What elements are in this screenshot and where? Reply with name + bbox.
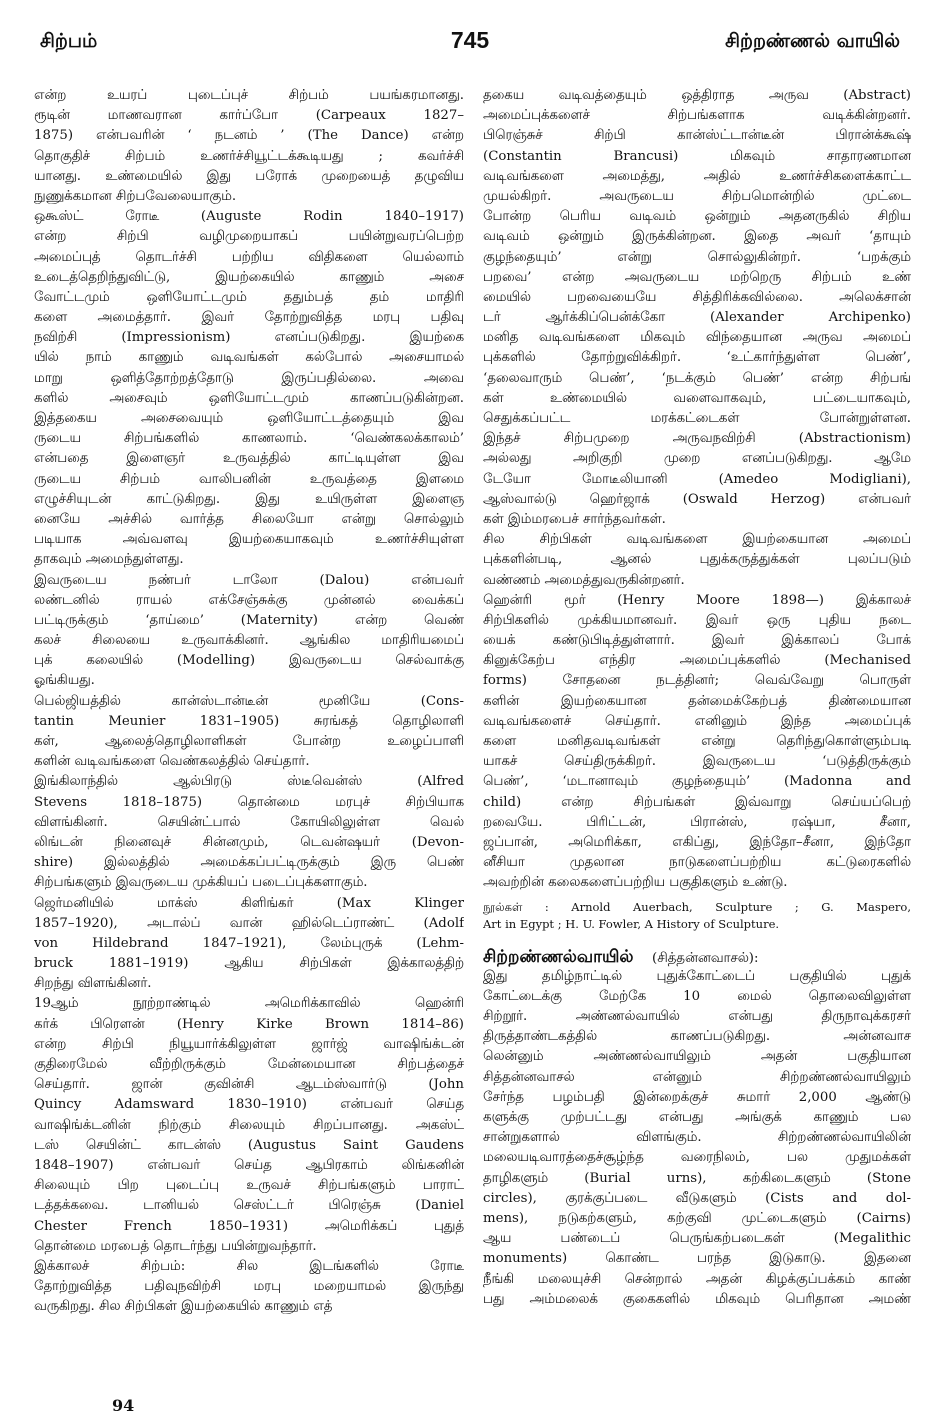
text-line: மலையடிவாரத்தைச்சூழ்ந்த வரைநிலம், பல முதுமக்கள் (483, 1150, 911, 1166)
running-head-left: சிற்பம் (40, 30, 98, 52)
text-line: லிங்டன் நினைவுச் சின்னமும், டெவன்ஷயர் (Devon- (34, 834, 464, 850)
text-line: டேயோ மோடீலியானி (Amedeo Modigliani), (483, 471, 911, 487)
text-line: ஜப்பான், அமெரிக்கா, எகிப்து, இந்தோ–சீனா, இந்தோ (483, 834, 911, 850)
text-line: திருத்தாண்டகத்தில் காணப்படுகிறது. அன்னவாச (483, 1029, 911, 1045)
text-line: அல்லது அறிகுறி முறை எனப்படுகிறது. ஆமே (483, 451, 911, 467)
text-line: களின் வடிவங்களை வெண்கலத்தில் செய்தார். (34, 754, 310, 770)
running-head-right: சிற்றண்ணல் வாயில் (725, 30, 900, 52)
text-line: ஆய பண்டைப் பெருங்கற்படைகள் (Megalithic (483, 1231, 911, 1247)
text-line: கள், ஆலைத்தொழிலாளிகள் போன்ற உழைப்பாளி (34, 734, 464, 749)
text-line: களின் இயற்கையான தன்மைக்கேற்பத் திண்மையான (483, 693, 911, 709)
text-line: நூல்கள் : Arnold Auerbach, Sculpture ; G. Maspero, (483, 899, 911, 914)
text-line: சித்தன்னவாசல் என்னும் சிற்றண்ணல்வாயிலும் (483, 1069, 911, 1085)
text-line: குழந்தையும்’ என்று சொல்லுகின்றர். ‘பறக்கும் (483, 249, 911, 265)
references-block (483, 899, 911, 933)
text-line: களை மனிதவடிவங்கள் என்று தெரிந்துகொள்ளும்படி (483, 734, 911, 749)
text-line: விளங்கினர். செயின்ட்பால் கோயிலிலுள்ள வெல் (34, 814, 464, 830)
text-line: forms) சோதனை நடத்தினர்; வெவ்வேறு பொருள் (483, 673, 911, 689)
text-line: அமைப்புக்களைச் சிற்பங்களாக வடிக்கின்றனர். (483, 108, 911, 124)
text-line: என்ற சிற்பி வழிமுறையாகப் பயின்றுவரப்பெற்ற (34, 229, 464, 245)
text-line: ஜெர்மனியில் மாக்ஸ் கிளிங்கர் (Max Klinger (34, 895, 464, 911)
text-line: டர் ஆர்க்கிப்பென்க்கோ (Alexander Archipenko) (483, 310, 911, 326)
text-line: றவையே. பிரிட்டன், பிரான்ஸ், ரஷ்யா, சீனா, (483, 814, 911, 830)
text-line: மனித வடிவங்களை மிகவும் விந்தையான அருவ அமைப் (483, 330, 911, 346)
text-line: சிற்றூர். அண்ணல்வாயில் என்பது திருநாவுக்கரசர் (483, 1009, 911, 1025)
text-line: டஸ் செயின்ட் காடன்ஸ் (Augustus Saint Gaudens (34, 1137, 464, 1153)
text-line: யைக் கண்டுபிடித்துள்ளார். இவர் இக்காலப் போக் (483, 633, 911, 649)
text-line: இது தமிழ்நாட்டில் புதுக்கோட்டைப் பகுதியில் புதுக் (483, 968, 911, 984)
text-line: சிற்பிகளில் முக்கியமானவர். இவர் ஒரு புதிய நடை (483, 612, 911, 628)
text-line: இவருடைய நண்பர் டாலோ (Dalou) என்பவர் (34, 572, 464, 588)
text-line: ருடைய சிற்பங்களில் காணலாம். ‘வெண்கலக்காலம்’ (34, 431, 464, 447)
entry-body (483, 967, 911, 1310)
text-line: செதுக்கப்பட்ட மரக்கட்டைகள் போன்றுள்ளன. (483, 411, 911, 426)
text-line: பெல்ஜியத்தில் கான்ஸ்டான்டீன் மூனியே (Cons- (34, 693, 464, 709)
text-line: சிற்பங்களும் இவருடைய முக்கியப் படைப்புக்களாகும். (34, 875, 368, 891)
text-line: படியாக அவ்வளவு இயற்கையாகவும் உணர்ச்சியுள்ள (34, 532, 464, 548)
text-line: னையே அச்சில் வார்த்த சிலையோ என்று சொல்லும் (34, 511, 464, 527)
text-line: ஹென்ரி மூர் (Henry Moore 1898—) இக்காலச் (483, 592, 911, 608)
text-line: ரூடின் மாணவரான கார்ப்போ (Carpeaux 1827– (34, 108, 464, 124)
text-line: 19ஆம் நூற்றாண்டில் அமெரிக்காவில் ஹென்ரி (34, 996, 464, 1012)
text-line: கர்க் பிரௌன் (Henry Kirke Brown 1814–86) (34, 1016, 464, 1032)
text-line: பட்டிருக்கும் ‘தாய்மை’ (Maternity) என்ற வெண் (34, 612, 464, 628)
text-line: களுக்கு முற்பட்டது என்பது அங்குக் காணும் பல (483, 1110, 911, 1125)
text-line: என்ற உயரப் புடைப்புச் சிற்பம் பயங்கரமானது. (34, 88, 464, 103)
text-line: Stevens 1818–1875) தொன்மை மரபுச் சிற்பியாக (34, 794, 464, 810)
text-line: கினுக்கேற்ப எந்திர அமைப்புக்களில் (Mechanised (483, 653, 911, 669)
text-line: புக் கலையில் (Modelling) இவருடைய செல்வாக்கு (34, 653, 464, 669)
text-line: Chester French 1850–1931) அமெரிக்கப் புதுத் (34, 1218, 464, 1234)
text-line: யாகச் செய்திருக்கிறர். இவருடைய ‘படுத்திருக்கும் (483, 754, 911, 770)
text-line: 1875) என்பவரின் ‘ நடனம் ’ (The Dance) என்ற (34, 128, 464, 144)
text-line: பது அம்மலைக் குகைகளில் மிகவும் பெரிதான அமண் (483, 1291, 911, 1307)
text-line: இங்கிலாந்தில் ஆல்பிரடு ஸ்டீவென்ஸ் (Alfred (34, 774, 464, 790)
text-line: நுணுக்கமான சிற்பவேலையாகும். (34, 188, 237, 204)
text-line: லென்னும் அண்ணல்வாயிலும் அதன் பகுதியான (483, 1049, 911, 1065)
entry-alias: (சித்தன்னவாசல்): (652, 950, 759, 966)
text-line: shire) இல்லத்தில் அமைக்கப்பட்டிருக்கும் இரு பெண் (34, 855, 464, 871)
text-line: கோட்டைக்கு மேற்கே 10 மைல் தொலைவிலுள்ள (483, 988, 911, 1004)
right-column-body (483, 86, 911, 894)
text-line: ஒகூஸ்ட் ரோடீ (Auguste Rodin 1840–1917) (34, 209, 464, 225)
text-line: நவிற்சி (Impressionism) எனப்படுகிறது. இயற்கை (34, 330, 464, 346)
text-line: circles), குரக்குப்படை வீடுகளும் (Cists and dol- (483, 1190, 911, 1206)
entry-title: சிற்றண்ணல்வாயில் (483, 946, 634, 967)
text-line: உடைத்தெறிந்துவிட்டு, இயற்கையில் காணும் அசை (34, 269, 464, 285)
text-line: தொன்மை மரபைத் தொடர்ந்து பயின்றுவந்தார். (34, 1238, 317, 1254)
text-line: களை அமைத்தார். இவர் தோற்றுவித்த மரபு பதிவு (34, 310, 464, 326)
text-line: tantin Meunier 1831–1905) சுரங்கத் தொழிலாளி (34, 713, 464, 729)
text-line: தகைய வடிவத்தையும் ஒத்திராத அருவ (Abstract) (483, 88, 911, 103)
text-line: mens), நடுகற்களும், கற்குவி முட்டைகளும் (Cairns) (483, 1210, 911, 1226)
text-line: சில சிற்பிகள் வடிவங்களை இயற்கையான அமைப் (483, 532, 911, 548)
text-line: பறவை’ என்ற அவருடைய மற்றெரு சிற்பம் உண் (483, 269, 911, 285)
text-line: வடிவங்களைச் செய்தார். எனினும் இந்த அமைப்புக் (483, 713, 911, 729)
text-line: கள் இம்மரபைச் சார்ந்தவர்கள். (483, 511, 666, 527)
text-line: புக்களின்படி, ஆனல் புதுக்கருத்துக்கள் புலப்படும் (483, 552, 911, 568)
text-line: களில் அசைவும் ஒளியோட்டமும் காணப்படுகின்றன. (34, 390, 464, 406)
text-line: சிலையும் பிற புடைப்பு உருவச் சிற்பங்களும் பாராட் (34, 1178, 464, 1194)
text-line: இத்தகைய அசைவையும் ஒளியோட்டத்தையும் இவ (34, 411, 464, 426)
text-line: மையில் பறவையையே சித்திரிக்கவில்லை. அலெக்சான் (483, 289, 911, 305)
text-line: மாறு ஒளித்தோற்றத்தோடு இருப்பதில்லை. அவை (34, 370, 464, 386)
text-line: monuments) கொண்ட பரந்த இடுகாடு. இதனை (483, 1251, 911, 1267)
text-line: ஆஸ்வால்டு ஹெர்ஜாக் (Oswald Herzog) என்பவர் (483, 491, 911, 507)
text-line: சிறந்து விளங்கினர். (34, 976, 152, 992)
text-line: போன்ற பெரிய வடிவம் ஒன்றும் அதனருகில் சிறிய (483, 209, 911, 225)
text-line: bruck 1881–1919) ஆகிய சிற்பிகள் இக்காலத்திற் (34, 956, 464, 972)
text-line: தோற்றுவித்த பதிவுநவிற்சி மரபு மறையாமல் இருந்து (34, 1279, 464, 1295)
footer-page-marker: 94 (112, 1396, 135, 1415)
text-line: child) என்ற சிற்பங்கள் இவ்வாறு செய்யப்பெற் (483, 794, 911, 810)
text-line: ஓங்கியது. (34, 673, 95, 689)
left-column (34, 86, 464, 1317)
text-line: செய்தார். ஜான் குவின்சி ஆடம்ஸ்வார்டு (John (34, 1077, 464, 1093)
text-line: வடிவங்களை அமைத்து, அதில் உணர்ச்சிகளைக்காட்ட (483, 168, 911, 184)
text-line: நீங்கி மலையுச்சி சென்றால் அதன் கிழக்குப்பக்கம் காண் (483, 1271, 911, 1287)
text-line: டத்தக்கவை. டானியல் செஸ்ட்டர் பிரெஞ்சு (Daniel (34, 1198, 464, 1214)
text-line: முயல்கிறர். அவருடைய சிற்பமொன்றில் முட்டை (483, 188, 911, 204)
text-line: வடிவம் ஒன்றும் இருக்கின்றன. இதை அவர் ‘தாயும் (483, 229, 911, 245)
text-line: இந்தச் சிற்பமுறை அருவநவிற்சி (Abstractionism) (483, 431, 911, 447)
text-line: வாஷிங்க்டனின் நிற்கும் சிலையும் சிறப்பானது. அகஸ்ட் (34, 1117, 464, 1133)
text-line: கலச் சிலையை உருவாக்கினர். ஆங்கில மாதிரியமைப் (34, 633, 464, 649)
page-number: 745 (450, 27, 490, 53)
text-line: Art in Egypt ; H. U. Fowler, A History of Sculpture. (483, 916, 780, 931)
text-line: (Constantin Brancusi) மிகவும் சாதாரணமான (483, 148, 911, 164)
text-line: லண்டனில் ராயல் எக்சேஞ்சுக்கு முன்னல் வைக்கப் (34, 592, 464, 608)
text-line: வருகிறது. சில சிற்பிகள் இயற்கையில் காணும் எத் (34, 1299, 333, 1315)
text-line: தொகுதிச் சிற்பம் உணர்ச்சியூட்டக்கூடியது ; கவர்ச்சி (34, 148, 464, 164)
text-line: தாழிகளும் (Burial urns), கற்கிடைகளும் (Stone (483, 1170, 911, 1186)
text-line: குதிரைமேல் வீற்றிருக்கும் மேன்மையான சிற்பத்தைச் (34, 1057, 464, 1072)
text-line: புக்களில் தோற்றுவிக்கிறர். ‘உட்கார்ந்துள்ள பெண்’, (483, 350, 911, 366)
text-line: பெண்’, ‘மடானாவும் குழந்தையும்’ (Madonna and (483, 774, 911, 790)
text-line: கள் உண்மையில் வளைவாகவும், பட்டையாகவும், (483, 390, 911, 406)
text-line: னீசியா முதலான நாடுகளைப்பற்றிய கட்டுரைகளில் (483, 855, 911, 871)
text-line: தாகவும் அமைந்துள்ளது. (34, 552, 184, 568)
text-line: 1848–1907) என்பவர் செய்த ஆபிரகாம் லிங்கனின் (34, 1157, 464, 1173)
entry-heading-line (483, 947, 911, 967)
text-line: von Hildebrand 1847–1921), லேம்புருக் (Lehm- (34, 935, 464, 951)
text-line: Quincy Adamsward 1830–1910) என்பவர் செய்த (34, 1097, 464, 1113)
right-column (483, 86, 911, 1310)
text-line: என்பதை இளைஞர் உருவத்தில் காட்டியுள்ள இவ (34, 451, 464, 467)
text-line: யில் நாம் காணும் வடிவங்கள் கல்போல் அசையாமல் (34, 350, 464, 366)
text-line: யானது. உண்மையில் இது பரோக் முறையைத் தழுவிய (34, 168, 464, 184)
text-line: ருடைய சிற்பம் வாலிபனின் உருவத்தை இளமை (34, 471, 464, 487)
text-line: சேர்ந்த பழம்பதி இன்றைக்குச் சுமார் 2,000 ஆண்டு (483, 1089, 911, 1105)
text-line: அமைப்புத் தொடர்ச்சி பற்றிய விதிகளை யெல்லாம் (34, 249, 464, 265)
text-line: வோட்டமும் ஒளியோட்டமும் ததும்பத் தம் மாதிரி (34, 289, 464, 305)
text-line: அவற்றின் கலைகளைப்பற்றிய பகுதிகளும் உண்டு. (483, 875, 788, 891)
text-line: இக்காலச் சிற்பம்: சில இடங்களில் ரோடீ (34, 1258, 464, 1274)
text-line: எழுச்சியுடன் காட்டுகிறது. இது உயிருள்ள இளைஞ (34, 491, 464, 507)
text-line: பிரெஞ்சுச் சிற்பி கான்ஸ்ட்டான்டீன் பிரான்க்கூஷ் (483, 128, 911, 144)
text-line: ‘தலைவாரும் பெண்’, ‘நடக்கும் பெண்’ என்ற சிற்பங் (483, 370, 911, 386)
text-line: வண்ணம் அமைத்துவருகின்றனர். (483, 572, 685, 588)
text-line: 1857–1920), அடால்ப் வான் ஹில்டெப்ராண்ட் (Adolf (34, 915, 464, 931)
text-line: என்ற சிற்பி நியூயார்க்கிலுள்ள ஜார்ஜ் வாஷிங்க்டன் (34, 1036, 464, 1052)
text-line: சான்றுகளால் விளங்கும். சிற்றண்ணல்வாயிலின் (483, 1130, 911, 1146)
